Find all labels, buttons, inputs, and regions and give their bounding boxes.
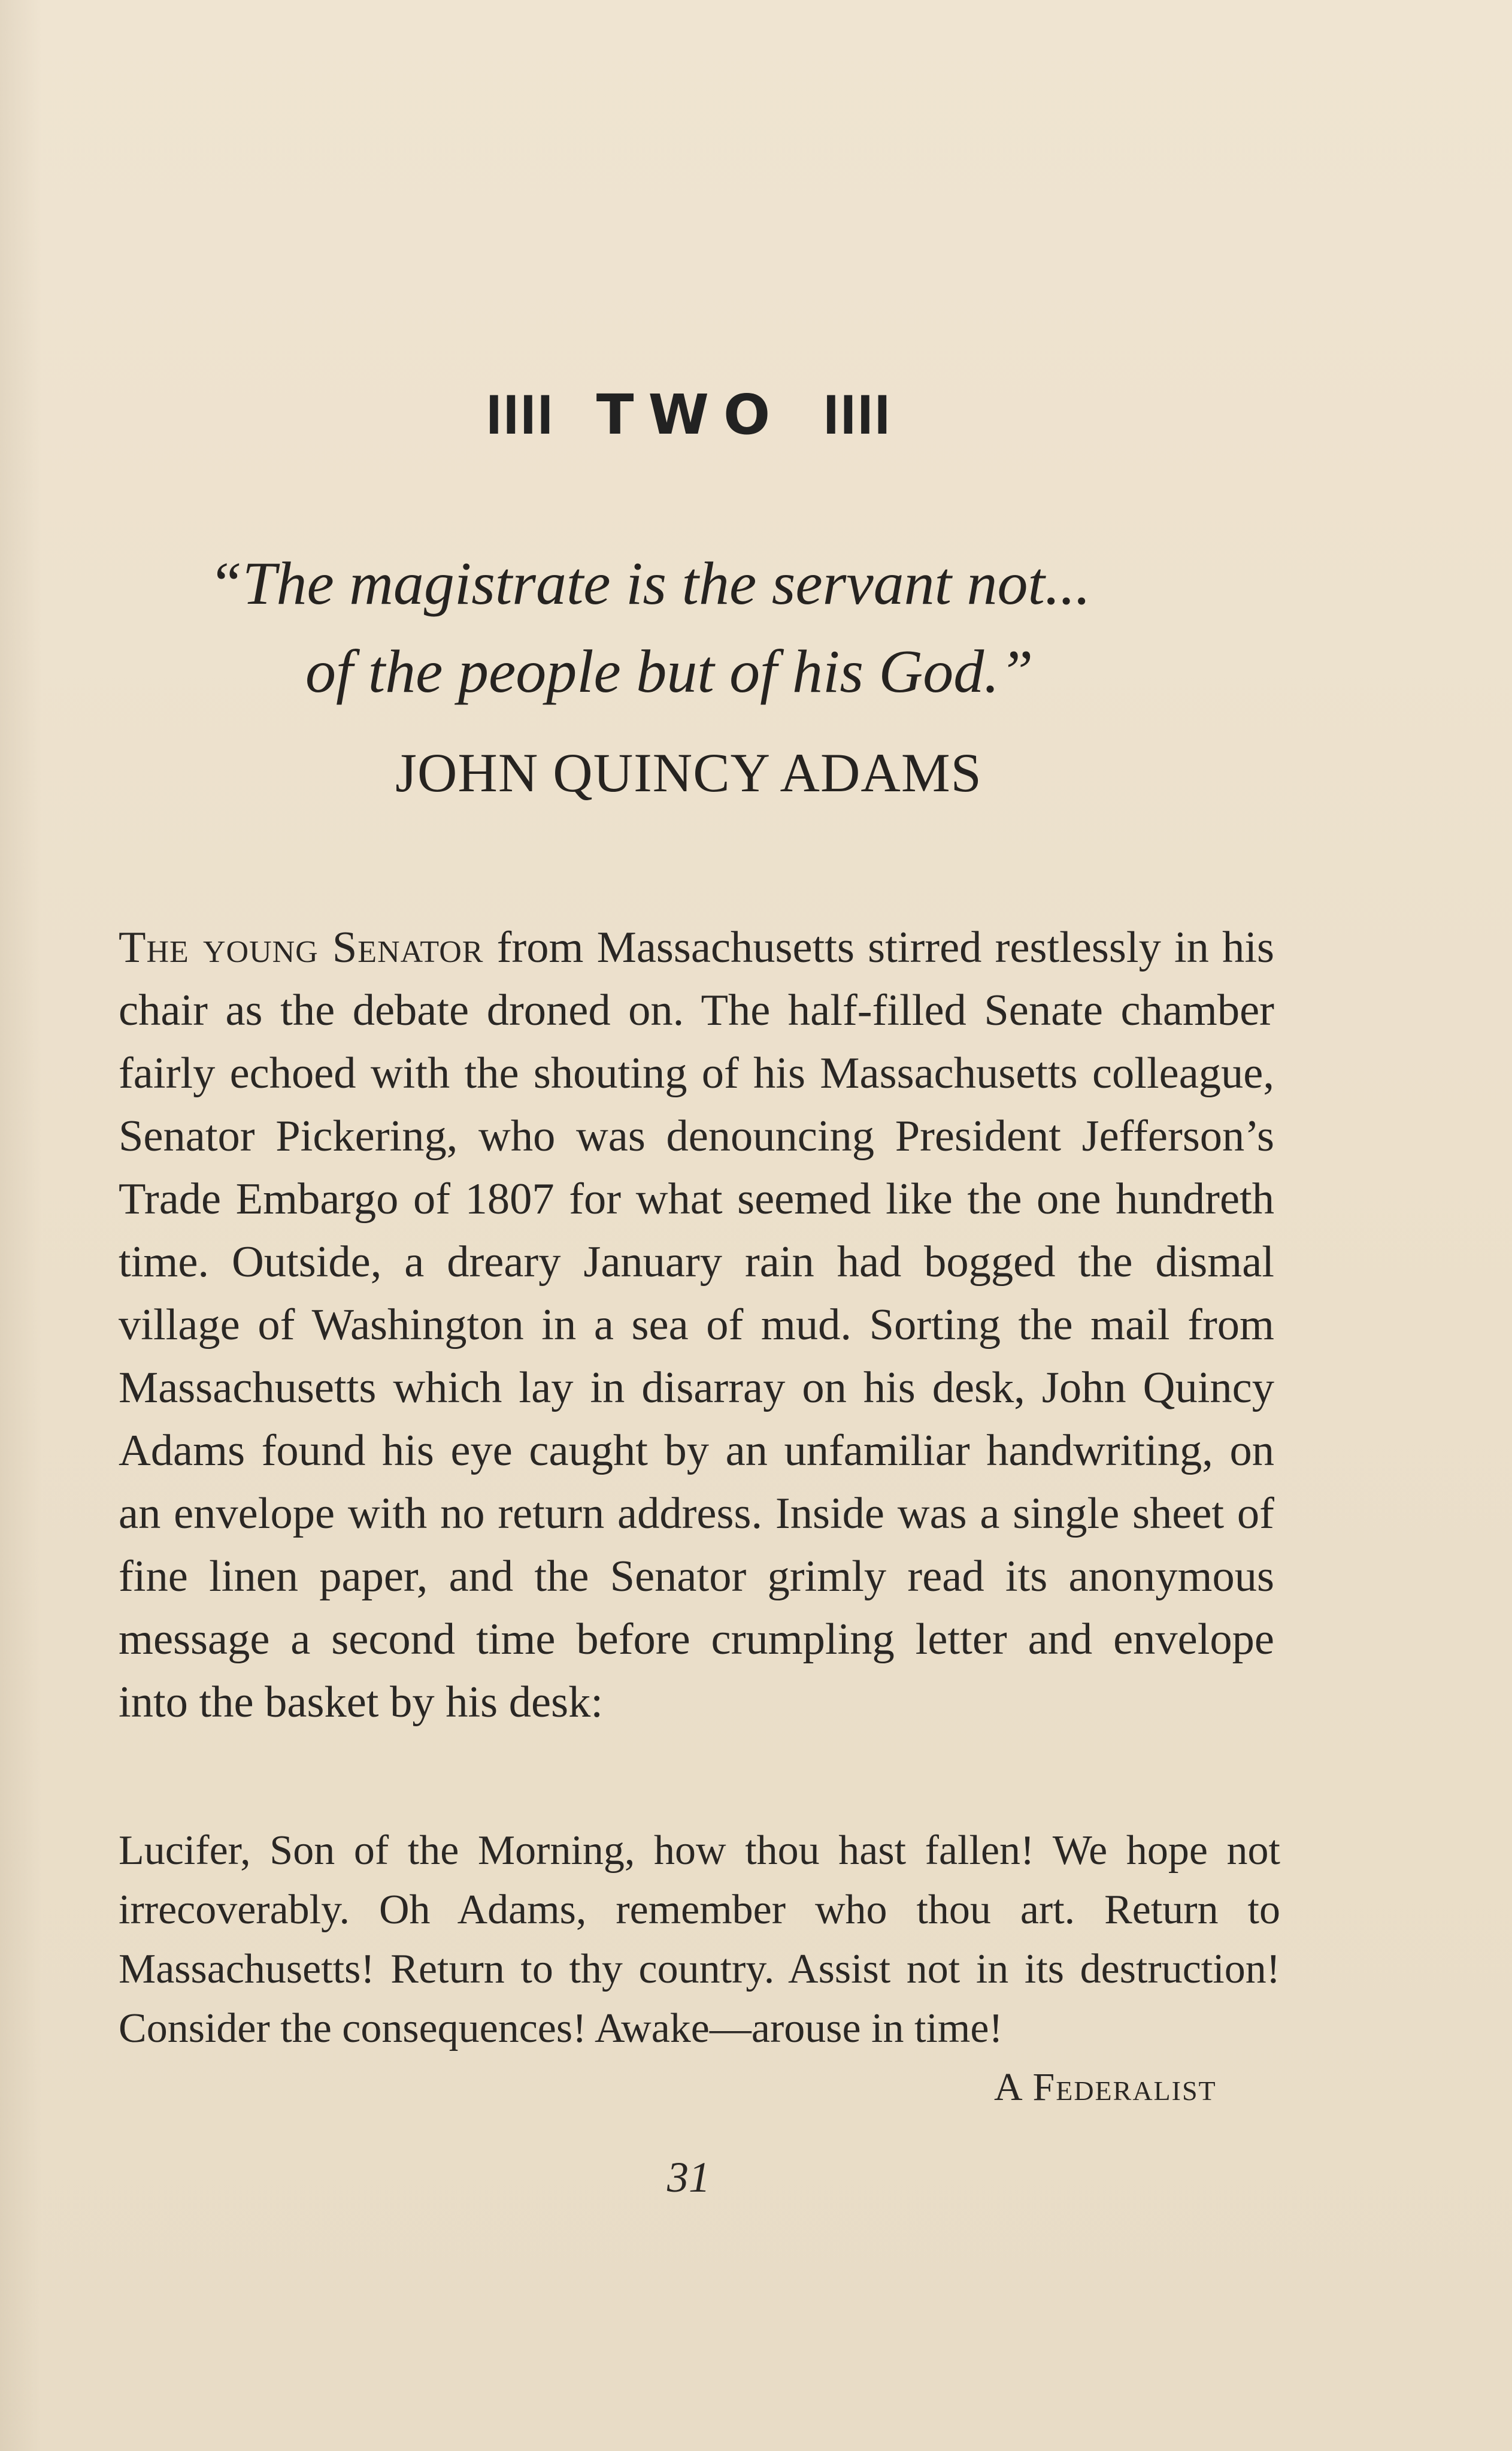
anonymous-letter: Lucifer, Son of the Morning, how thou hast fallen! We hope not irrecoverably. Oh Adams, remember who thou art. Return to Massachusetts! Return to thy country. Assist not in its destruction! Consider the consequences! Awake—arouse in time! (119, 1827, 1280, 2051)
body-paragraph (119, 916, 1274, 1734)
chapter-heading (0, 376, 1377, 455)
page-number: 31 (667, 2153, 710, 2201)
ornament-left: IIII (486, 385, 554, 446)
epigraph-line-2: of the people but of his God.” (305, 638, 1034, 706)
paragraph-text: from Massachusetts stirred restlessly in his chair as the debate droned on. The half-filled Senate chamber fairly echoed with the shouting of his Massachusetts colleague, Senator Pickering, who was denouncing President Jefferson’s Trade Embargo of 1807 for what seemed like the one hundreth time. Outside, a dreary January rain had bogged the dismal village of Washington in a sea of mud. Sorting the mail from Massachusetts which lay in disarray on his desk, John Quincy Adams found his eye caught by an unfamiliar handwriting, on an envelope with no return address. Inside was a single sheet of fine linen paper, and the Senator grimly read its anonymous message a second time before crumpling letter and envelope into the basket by his desk: (119, 923, 1275, 1727)
ornament-right: IIII (823, 385, 892, 446)
epigraph-attribution: JOHN QUINCY ADAMS (395, 742, 982, 803)
epigraph-line-1: “The magistrate is the servant not... (208, 550, 1091, 618)
letter-signature: A Federalist (994, 2065, 1217, 2109)
chapter-title: TWO (596, 383, 785, 447)
paragraph-lead-in: The young Senator (119, 923, 484, 972)
